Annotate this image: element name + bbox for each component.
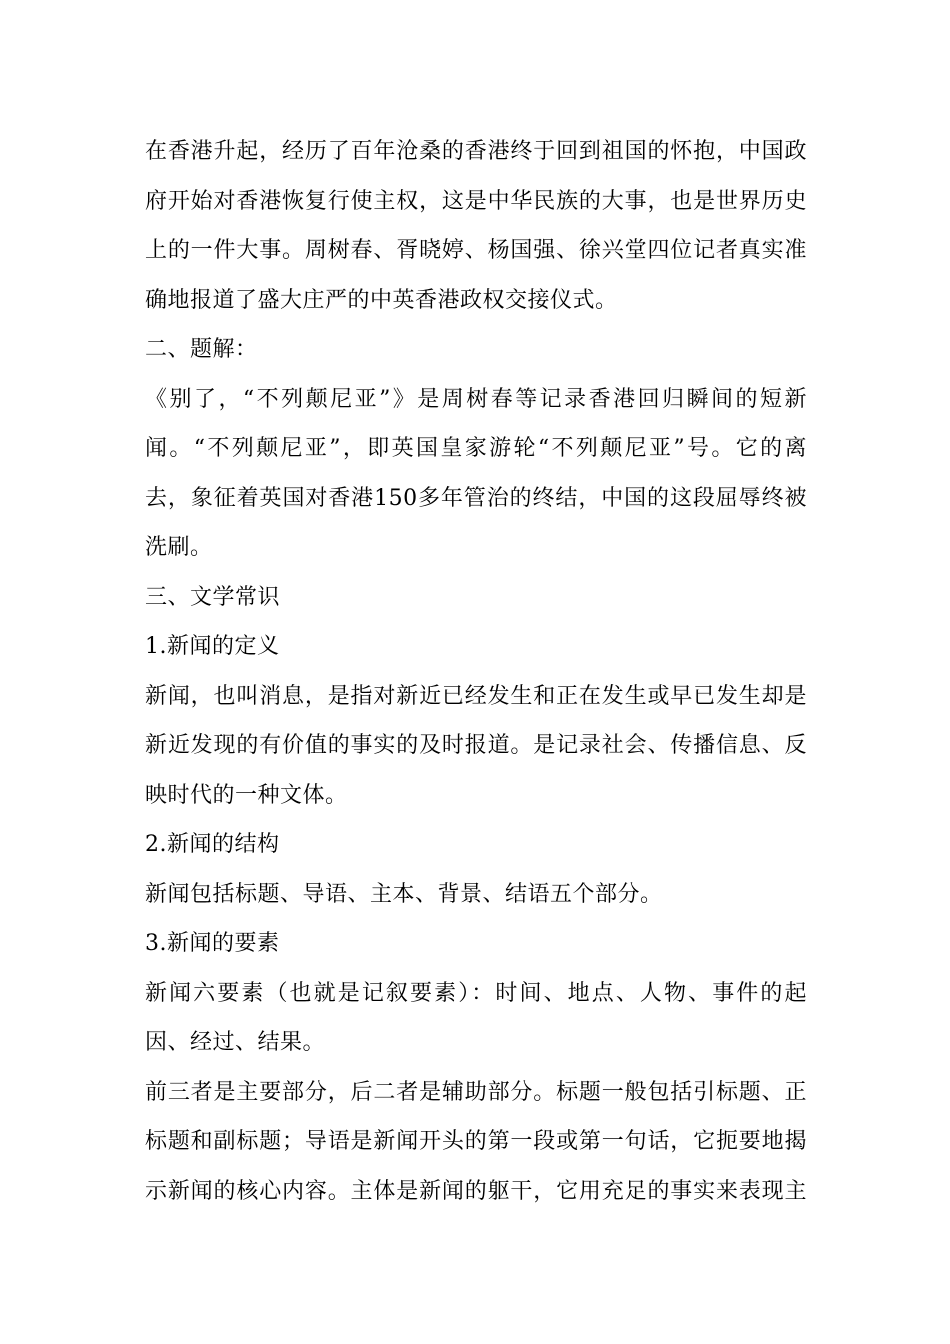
paragraph-line: 新闻六要素（也就是记叙要素）：时间、地点、人物、事件的起	[145, 980, 807, 1006]
paragraph-line: 闻。“不列颠尼亚”，即英国皇家游轮“不列颠尼亚”号。它的离	[145, 436, 807, 461]
document-body	[145, 127, 807, 1216]
paragraph-line: 府开始对香港恢复行使主权，这是中华民族的大事，也是世界历史	[145, 188, 807, 214]
paragraph-line: 新闻，也叫消息，是指对新近已经发生和正在发生或早已发生却是	[145, 683, 807, 709]
subsection-heading: 1.新闻的定义	[145, 634, 280, 659]
paragraph-line: 标题和副标题；导语是新闻开头的第一段或第一句话，它扼要地揭	[145, 1129, 807, 1154]
paragraph-line: 在香港升起，经历了百年沧桑的香港终于回到祖国的怀抱，中国政	[145, 139, 807, 164]
paragraph-line: 映时代的一种文体。	[145, 782, 348, 808]
subsection-heading: 3.新闻的要素	[145, 931, 280, 956]
section-heading: 三、文学常识	[145, 584, 281, 610]
paragraph-line: 确地报道了盛大庄严的中英香港政权交接仪式。	[145, 287, 618, 313]
paragraph-line: 去，象征着英国对香港150多年管治的终结，中国的这段屈辱终被	[145, 485, 807, 511]
paragraph-line: 前三者是主要部分，后二者是辅助部分。标题一般包括引标题、正	[145, 1079, 807, 1105]
subsection-heading: 2.新闻的结构	[145, 832, 280, 857]
paragraph-line: 示新闻的核心内容。主体是新闻的躯干，它用充足的事实来表现主	[145, 1178, 807, 1204]
paragraph-line: 新近发现的有价值的事实的及时报道。是记录社会、传播信息、反	[145, 733, 807, 758]
paragraph-line: 新闻包括标题、导语、主本、背景、结语五个部分。	[145, 881, 663, 907]
paragraph-line: 《别了，“不列颠尼亚”》是周树春等记录香港回归瞬间的短新	[145, 386, 807, 412]
section-heading: 二、题解：	[145, 337, 258, 362]
paragraph-line: 洗刷。	[145, 535, 213, 560]
paragraph-line: 因、经过、结果。	[145, 1030, 326, 1055]
paragraph-line: 上的一件大事。周树春、胥晓婷、杨国强、徐兴堂四位记者真实准	[145, 238, 807, 263]
